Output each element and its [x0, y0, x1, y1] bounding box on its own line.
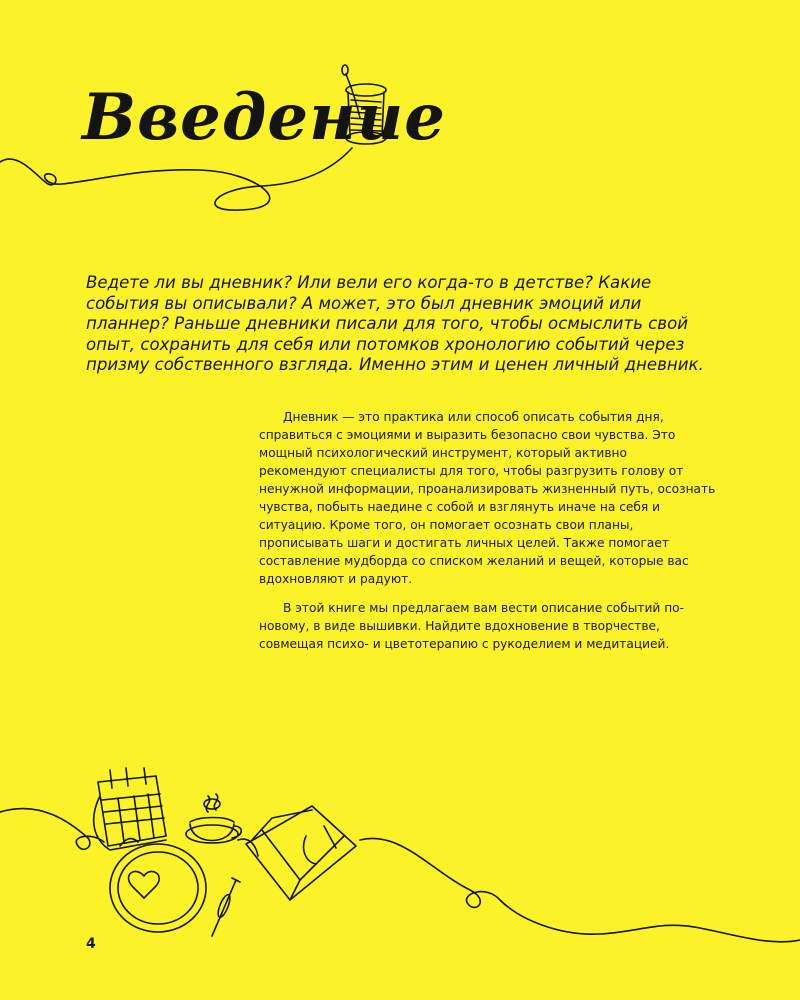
teacup-icon	[186, 794, 241, 843]
intro-paragraph: Ведете ли вы дневник? Или вели его когда-то в детстве? Какие события вы описывали? А может, это был дневник эмоций или планнер? Раньше дневники писали для того, чтобы осмыслить свой опыт, сохранить для себя или потомков хронологию событий через призму собственного взгляда. Именно этим и ценен личный дневник.	[86, 273, 704, 374]
calendar-icon	[94, 768, 166, 850]
page-number: 4	[86, 936, 96, 952]
embroidery-hoop-icon	[110, 839, 206, 932]
body-text	[259, 408, 716, 653]
open-book-icon	[246, 806, 356, 900]
body-paragraph: Дневник — это практика или способ описать события дня, справиться с эмоциями и выразить безопасно свои чувства. Это мощный психологический инструмент, который активно рекомендуют специалисты для того, чтобы разгрузить голову от ненужной информации, проанализировать жизненный путь, осознать чувства, побыть наедине с собой и взглянуть иначе на себя и ситуацию. Кроме того, он помогает осознать свои планы, прописывать шаги и достигать личных целей. Также помогает составление мудборда со списком желаний и вещей, которые вас вдохновляют и радуют.	[259, 410, 716, 586]
needle-icon	[212, 878, 240, 936]
page-title: Введение	[82, 80, 446, 155]
body-paragraph: В этой книге мы предлагаем вам вести описание событий по-новому, в виде вышивки. Найдите вдохновение в творчестве, совмещая психо- и цветотерапию с рукоделием и медитацией.	[259, 601, 685, 651]
